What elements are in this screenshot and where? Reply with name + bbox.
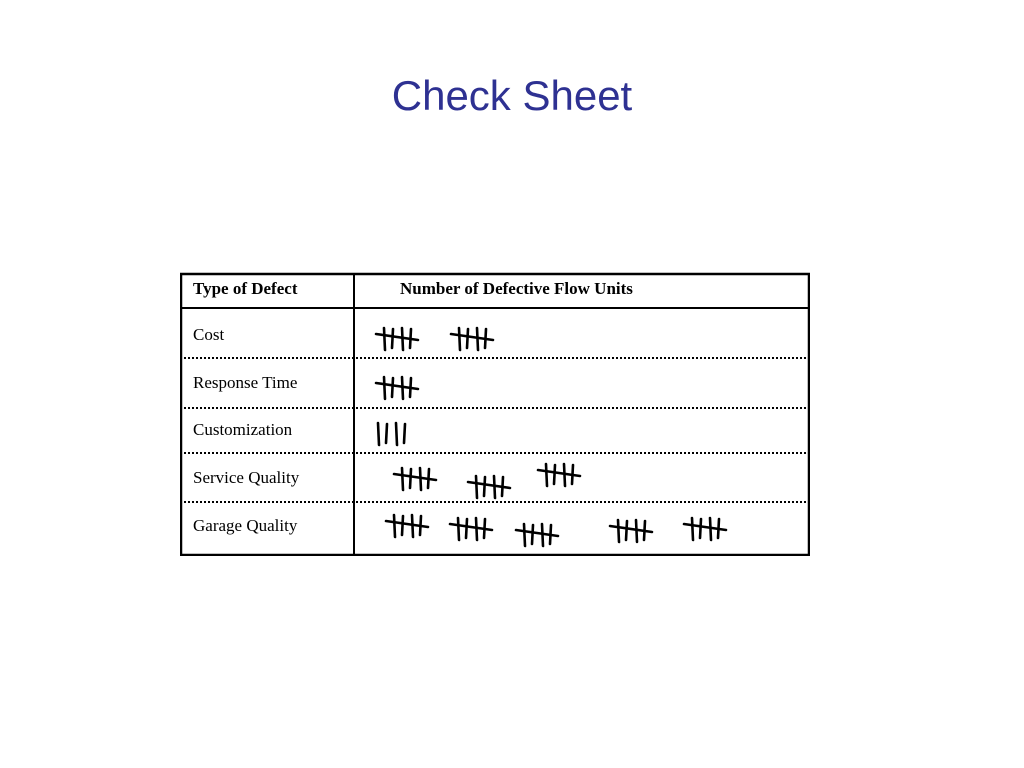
tally-stroke: [532, 525, 533, 544]
tally-stroke: [410, 469, 411, 488]
tally-marks-garage-quality: [354, 510, 810, 550]
slide-title: Check Sheet: [391, 72, 633, 119]
tally-group: [450, 518, 492, 540]
tally-stroke: [384, 377, 385, 399]
tally-marks-service-quality: [354, 460, 810, 500]
tally-stroke: [378, 423, 379, 445]
tally-marks-cost: [354, 320, 810, 360]
tally-stroke: [402, 516, 403, 535]
tally-stroke: [476, 476, 477, 498]
row-label-customization: Customization: [193, 420, 293, 439]
row-label-response-time: Response Time: [193, 373, 298, 392]
tally-svg: [354, 510, 810, 550]
tally-stroke: [692, 518, 693, 540]
tally-stroke: [626, 521, 627, 540]
tally-stroke: [467, 329, 468, 348]
tally-stroke: [546, 464, 547, 486]
tally-group: [378, 423, 405, 445]
tally-stroke: [524, 524, 525, 546]
tally-group: [376, 328, 418, 350]
tally-stroke: [392, 378, 393, 397]
tally-stroke: [618, 520, 619, 542]
tally-stroke: [384, 328, 385, 350]
tally-stroke: [386, 424, 387, 443]
tally-stroke: [484, 477, 485, 496]
tally-stroke: [459, 328, 460, 350]
tally-stroke: [396, 423, 397, 445]
tally-group: [386, 515, 428, 537]
header-type-of-defect: Type of Defect: [193, 279, 298, 298]
tally-stroke: [402, 468, 403, 490]
check-sheet-table: [180, 272, 810, 556]
tally-stroke: [554, 465, 555, 484]
tally-group: [684, 518, 726, 540]
tally-svg: [354, 460, 810, 500]
header-number-of-defective-units: Number of Defective Flow Units: [400, 279, 633, 298]
tally-marks-customization: [354, 415, 810, 455]
tally-svg: [354, 369, 810, 409]
row-label-garage-quality: Garage Quality: [193, 516, 298, 535]
row-label-service-quality: Service Quality: [193, 468, 300, 487]
tally-group: [516, 524, 558, 546]
tally-svg: [354, 415, 810, 455]
tally-marks-response-time: [354, 369, 810, 409]
tally-group: [394, 468, 436, 490]
tally-stroke: [392, 329, 393, 348]
tally-group: [451, 328, 493, 350]
tally-stroke: [394, 515, 395, 537]
tally-group: [468, 476, 510, 498]
tally-group: [376, 377, 418, 399]
tally-stroke: [700, 519, 701, 538]
tally-svg: [354, 320, 810, 360]
tally-group: [610, 520, 652, 542]
tally-stroke: [466, 519, 467, 538]
tally-stroke: [404, 424, 405, 443]
tally-stroke: [458, 518, 459, 540]
tally-group: [538, 464, 580, 486]
row-label-cost: Cost: [193, 325, 225, 344]
